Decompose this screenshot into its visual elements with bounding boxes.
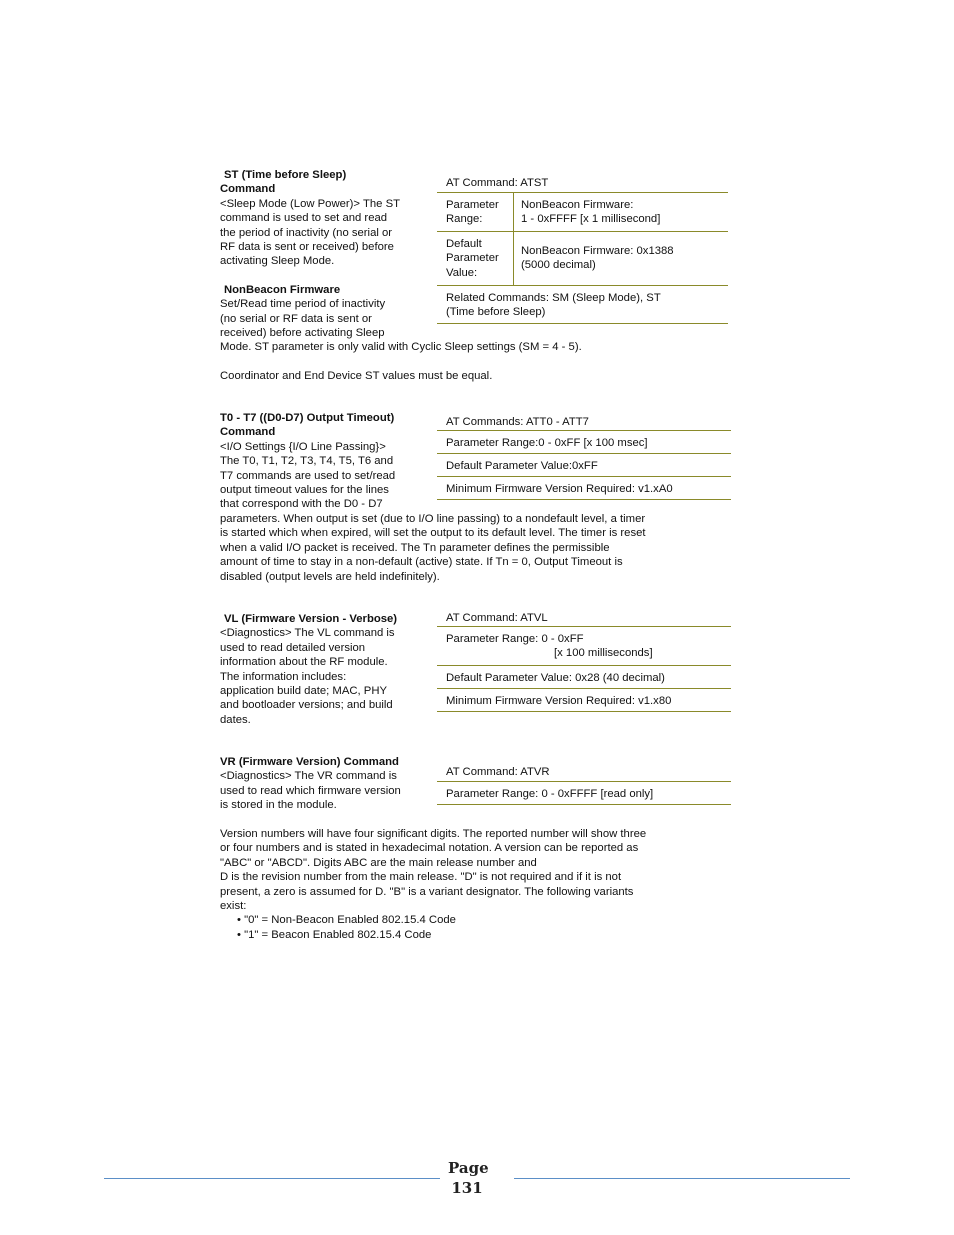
t0-rule [437, 453, 731, 454]
st-rule [437, 231, 728, 232]
t0-min-fw: Minimum Firmware Version Required: v1.xA0 [446, 483, 673, 495]
page-number-label [448, 1158, 489, 1198]
st-desc-line: activating Sleep Mode. [220, 255, 335, 268]
st-full-line-block [220, 340, 710, 354]
t0-default: Default Parameter Value:0xFF [446, 460, 598, 472]
vr-rule [437, 781, 731, 782]
st-title: ST (Time before Sleep) [224, 169, 347, 181]
st-note-block [220, 369, 710, 383]
st-nb-line: received) before activating Sleep [220, 327, 385, 340]
st-rule [437, 285, 728, 286]
t0-rule [437, 430, 731, 431]
t0-desc-line: output timeout values for the lines [220, 484, 389, 497]
t0-title: T0 - T7 ((D0-D7) Output Timeout) [220, 412, 395, 424]
st-desc-line: command is used to set and read [220, 212, 388, 225]
vl-desc-line: The information includes: [220, 670, 347, 683]
vl-rule [437, 665, 731, 666]
vl-rule [437, 626, 731, 627]
footer-rule-left [104, 1178, 440, 1179]
t0-full-text: parameters. When output is set (due to I/O line passing) to a nondefault level, a timer is started which when expired, will set the output to its default level. The timer is reset when a valid I/O packet is received. The Tn parameter defines the permissible amount of time to stay in a non-default (active) state. If Tn = 0, Output Timeout is disabled (output levels are held indefinitely). [220, 513, 646, 583]
st-title-2: Command [220, 183, 276, 196]
t0-desc-line: <I/O Settings {I/O Line Passing}> [220, 440, 386, 453]
st-full-line: Mode. ST parameter is only valid with Cyclic Sleep settings (SM = 4 - 5). [220, 341, 582, 353]
vl-desc-line: used to read detailed version [220, 641, 366, 654]
vl-param-range-2: [x 100 milliseconds] [554, 647, 653, 659]
t0-description [220, 411, 435, 512]
st-desc-line: the period of inactivity (no serial or [220, 226, 393, 239]
st-default-value: NonBeacon Firmware: 0x1388 (5000 decimal) [521, 245, 674, 272]
t0-desc-line: T7 commands are used to set/read [220, 469, 396, 482]
t0-rule [437, 499, 731, 500]
t0-at-command: AT Commands: ATT0 - ATT7 [446, 416, 589, 428]
st-note: Coordinator and End Device ST values must be equal. [220, 370, 493, 382]
t0-rule [437, 476, 731, 477]
st-description [220, 168, 430, 340]
vl-desc-line: <Diagnostics> The VL command is [220, 627, 395, 640]
t0-desc-line: that correspond with the D0 - D7 [220, 498, 383, 511]
vr-desc-line: is stored in the module. [220, 799, 337, 812]
vr-title: VR (Firmware Version) Command [220, 756, 399, 768]
vl-min-fw: Minimum Firmware Version Required: v1.x80 [446, 695, 672, 707]
st-rule [437, 323, 728, 324]
vl-default: Default Parameter Value: 0x28 (40 decimal) [446, 672, 665, 684]
st-nb-line: Set/Read time period of inactivity [220, 298, 386, 311]
page-number: 131 [451, 1179, 483, 1197]
st-at-command: AT Command: ATST [446, 177, 549, 189]
st-nb-line: (no serial or RF data is sent or [220, 312, 372, 325]
vr-param-range: Parameter Range: 0 - 0xFFFF [read only] [446, 788, 654, 800]
vr-desc-line: <Diagnostics> The VR command is [220, 770, 397, 783]
st-nonbeacon-title: NonBeacon Firmware [224, 283, 341, 296]
t0-param-range: Parameter Range:0 - 0xFF [x 100 msec] [446, 437, 648, 449]
st-related: Related Commands: SM (Sleep Mode), ST (Time before Sleep) [446, 292, 661, 319]
vr-desc-line: used to read which firmware version [220, 784, 401, 797]
vl-desc-line: and bootloader versions; and build [220, 699, 393, 712]
vl-desc-line: information about the RF module. [220, 656, 388, 669]
st-param-range-label: Parameter Range: [446, 199, 499, 226]
vr-bullet: • "1" = Beacon Enabled 802.15.4 Code [237, 928, 432, 941]
t0-desc-line: The T0, T1, T2, T3, T4, T5, T6 and [220, 455, 394, 468]
st-desc-line: RF data is sent or received) before [220, 241, 394, 254]
t0-title-2: Command [220, 426, 276, 439]
vl-rule [437, 711, 731, 712]
vr-bullet: • "0" = Non-Beacon Enabled 802.15.4 Code [237, 914, 456, 927]
vr-version-text: Version numbers will have four significant digits. The reported number will show three or four numbers and is stated in hexadecimal notation. A version can be reported as "ABC" or "ABCD". Digits ABC are the main release number and D is the revision number from the main release. "D" is not required and if it is not present, a zero is assumed for D. "B" is a variant designator. The following variants exist: • "0" = Non-Beacon Enabled 802.15.4 Code • "1" = Beacon Enabled 802.15.4 Code [220, 827, 710, 942]
footer-rule-right [514, 1178, 850, 1179]
vl-at-command: AT Command: ATVL [446, 612, 548, 624]
page-word: Page [448, 1159, 489, 1177]
vr-description [220, 755, 435, 813]
vl-description [220, 612, 435, 727]
vl-param-range: Parameter Range: 0 - 0xFF [446, 633, 584, 645]
st-desc-line: <Sleep Mode (Low Power)> The ST [220, 197, 401, 210]
vl-rule [437, 688, 731, 689]
vl-desc-line: application build date; MAC, PHY [220, 685, 388, 698]
st-rule [437, 192, 728, 193]
vr-rule [437, 804, 731, 805]
st-default-label: Default Parameter Value: [446, 238, 499, 279]
st-column-divider [513, 192, 514, 285]
st-param-range-value: NonBeacon Firmware: 1 - 0xFFFF [x 1 millisecond] [521, 199, 661, 226]
vr-at-command: AT Command: ATVR [446, 766, 550, 778]
vl-title: VL (Firmware Version - Verbose) [224, 613, 398, 625]
vl-desc-line: dates. [220, 713, 251, 726]
